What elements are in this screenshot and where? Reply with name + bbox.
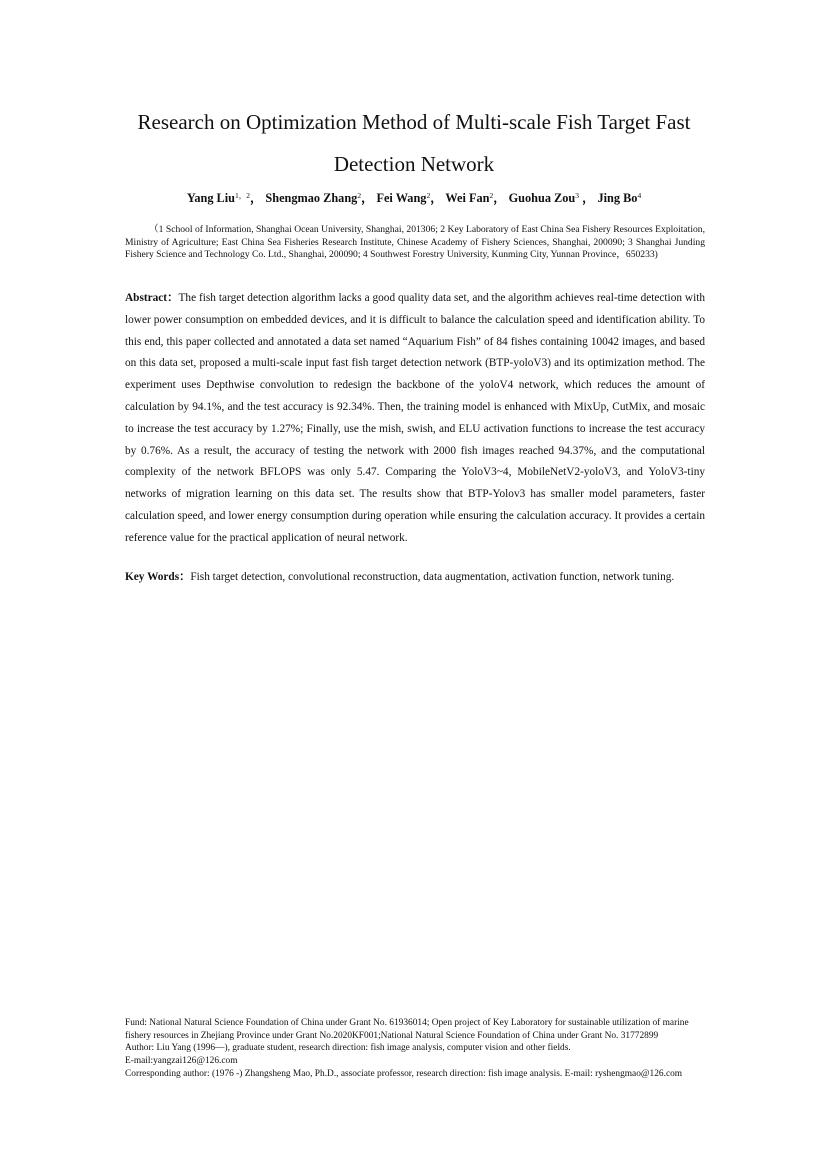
keywords-text: Fish target detection, convolutional reconstruction, data augmentation, activation function, network tuning. <box>190 571 675 583</box>
author-separator: ， <box>579 191 595 205</box>
author-separator: ， <box>361 191 374 205</box>
footnote-fund: Fund: National Natural Science Foundation of China under Grant No. 61936014; Open project of Key Laboratory for sustainable utilization of marine fishery resources in Zhejiang Province under Grant No.2020KF001;National Natural Science Foundation of China under Grant No. 31772899 <box>125 1018 689 1041</box>
author-name: Shengmao Zhang <box>265 191 358 205</box>
keywords-label: Key Words： <box>125 571 191 583</box>
author-separator: ， <box>250 191 263 205</box>
keywords <box>125 569 705 585</box>
paper-title <box>110 101 718 185</box>
author-affil-mark: 2 <box>357 191 362 200</box>
author-list <box>110 188 718 206</box>
author-separator: ， <box>493 191 506 205</box>
abstract-text: The fish target detection algorithm lacks a good quality data set, and the algorithm achieves real-time detection with lower power consumption on embedded devices, and it is difficult to balance the calculation speed and identification ability. To this end, this paper collected and annotated a data set named “Aquarium Fish” of 84 fishes containing 10042 images, and based on this data set, proposed a multi-scale input fast fish target detection network (BTP-yoloV3) and its optimization method. The experiment uses Depthwise convolution to redesign the backbone of the yoloV4 network, which reduces the amount of calculation by 94.1%, and the test accuracy is 92.34%. Then, the training model is enhanced with MixUp, CutMix, and mosaic to increase the test accuracy by 1.27%; Finally, use the mish, swish, and ELU activation functions to increase the test accuracy by 0.76%. As a result, the accuracy of testing the network with 2000 fish images reached 94.37%, and the computational complexity of the network BFLOPS was only 5.47. Comparing the YoloV3~4, MobileNetV2-yoloV3, and YoloV3-tiny networks of migration learning on this data set. The results show that BTP-Yolov3 has smaller model parameters, faster calculation speed, and lower energy consumption during operation while ensuring the calculation accuracy. It provides a certain reference value for the practical application of neural network. <box>125 292 705 544</box>
footnote-author: Author: Liu Yang (1996—), graduate student, research direction: fish image analysis, computer vision and other fields. <box>125 1043 571 1054</box>
author-affil-mark: 1，2 <box>235 191 250 200</box>
author-affil-mark: 2 <box>489 191 494 200</box>
author-separator: ， <box>430 191 443 205</box>
footnote-email: E-mail:yangzai126@126.com <box>125 1056 238 1067</box>
author-name: Wei Fan <box>445 191 490 205</box>
author-affil-mark: 4 <box>637 191 642 200</box>
author-affil-mark: 3 <box>575 191 579 200</box>
title-line-2: Detection Network <box>333 152 495 176</box>
author-name: Yang Liu <box>186 191 235 205</box>
abstract-label: Abstract： <box>125 292 179 304</box>
author-name: Guohua Zou <box>508 191 576 205</box>
title-line-1: Research on Optimization Method of Multi-scale Fish Target Fast <box>137 110 691 134</box>
footnote <box>125 1017 705 1081</box>
affiliations: （1 School of Information, Shanghai Ocean University, Shanghai, 201306; 2 Key Laboratory of East China Sea Fishery Resources Exploitation, Ministry of Agriculture; East China Sea Fisheries Research Institute, Chinese Academy of Fishery Sciences, Shanghai, 200090; 3 Shanghai Junding Fishery Science and Technology Co. Ltd., Shanghai, 200090; 4 Southwest Forestry University, Kunming City, Yunnan Province，650233) <box>125 224 705 260</box>
abstract <box>125 288 705 550</box>
author-name: Fei Wang <box>376 191 427 205</box>
author-name: Jing Bo <box>597 191 638 205</box>
author-affil-mark: 2 <box>426 191 431 200</box>
footnote-corresponding: Corresponding author: (1976 -) Zhangsheng Mao, Ph.D., associate professor, research direction: fish image analysis. E-mail: ryshengmao@126.com <box>125 1068 683 1079</box>
